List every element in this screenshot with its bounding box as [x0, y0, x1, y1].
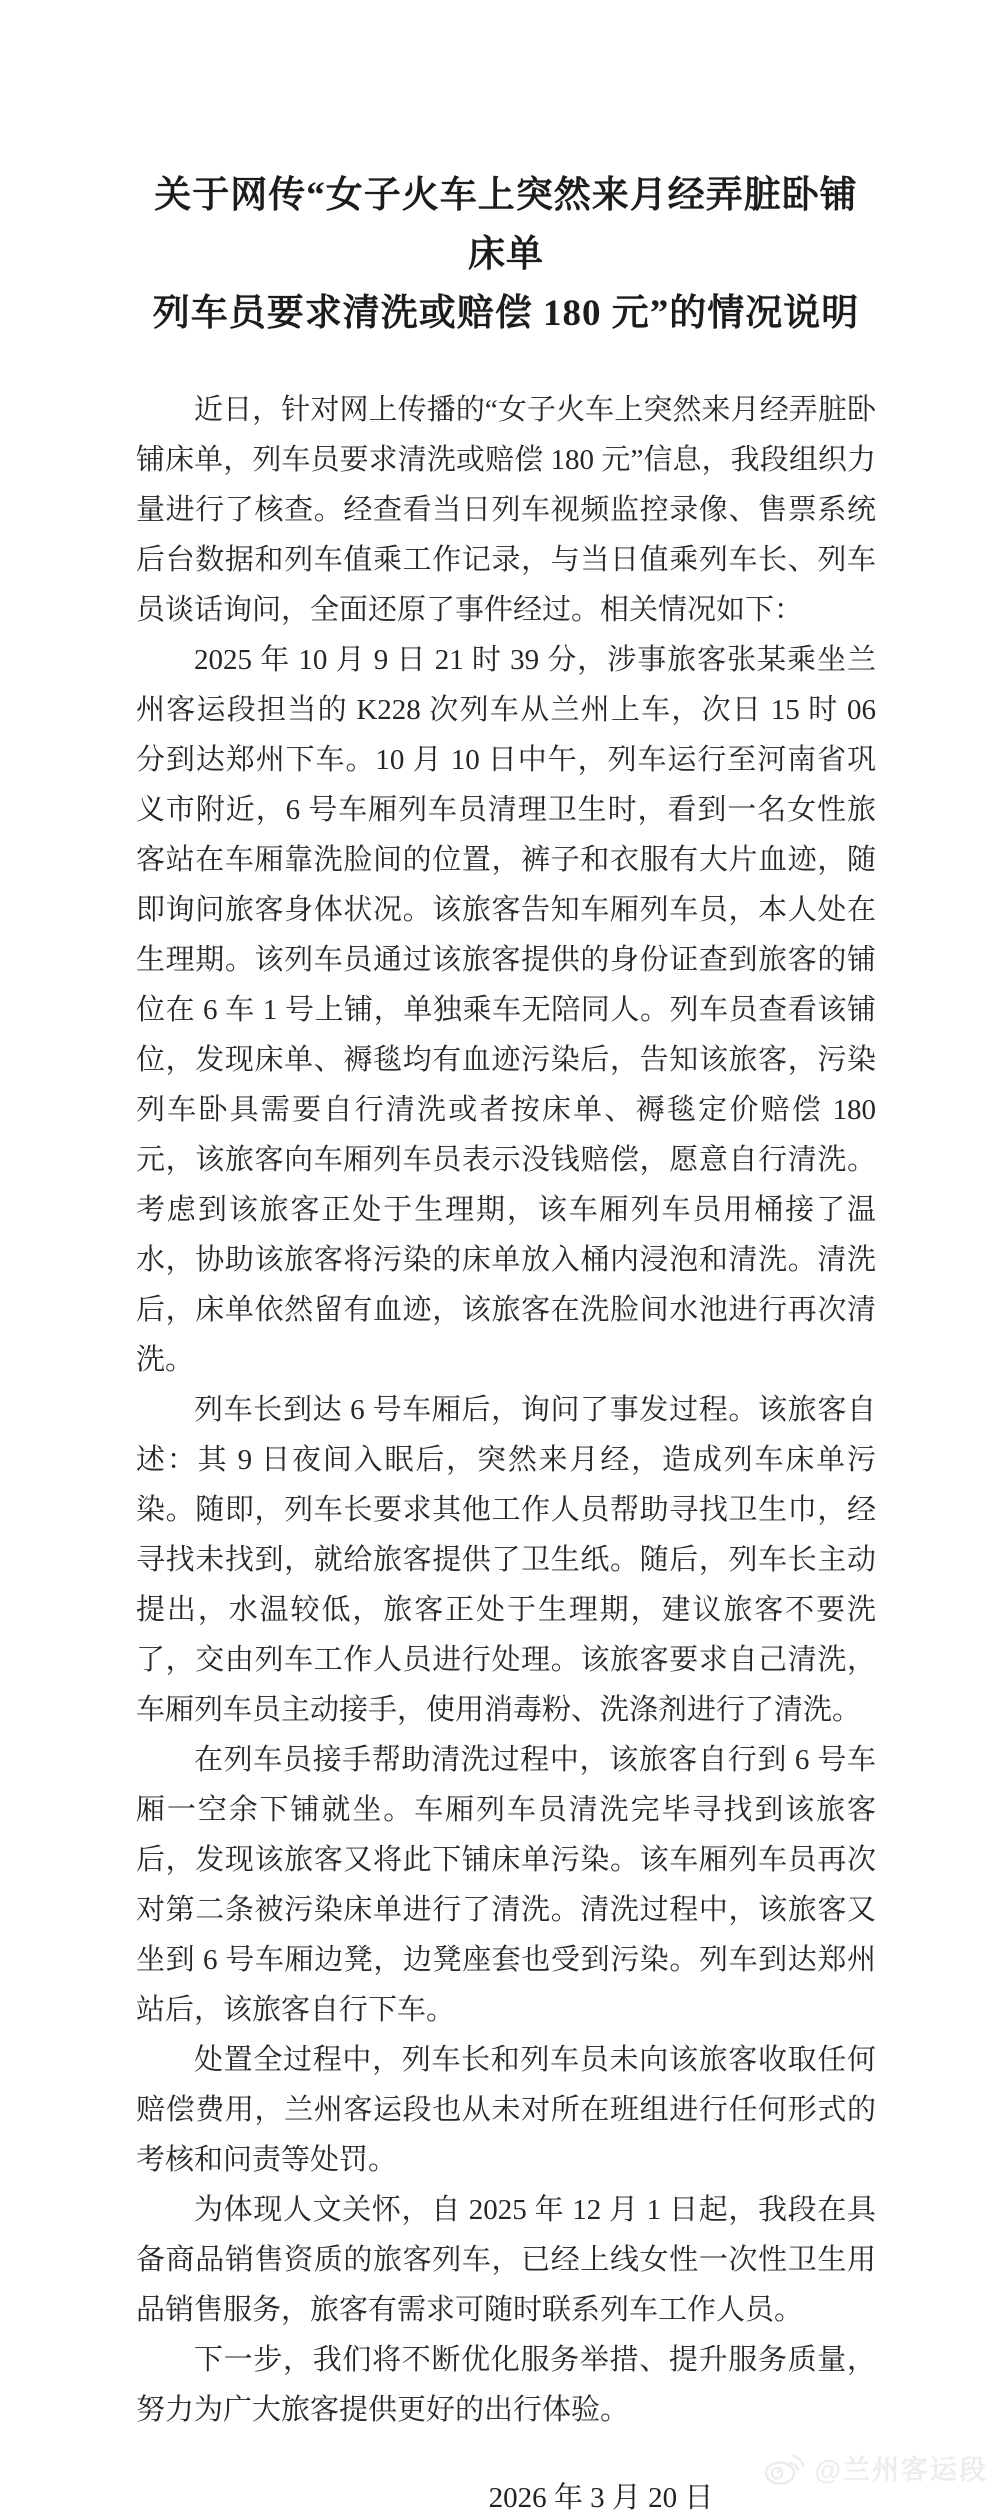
watermark [763, 2448, 988, 2487]
paragraph-closing: 下一步，我们将不断优化服务举措、提升服务质量，努力为广大旅客提供更好的出行体验。 [136, 2344, 876, 2426]
page-title [136, 0, 876, 343]
title-line-2: 列车员要求清洗或赔偿 180 元”的情况说明 [152, 293, 860, 334]
statement-body [136, 385, 876, 2435]
paragraph-no-charge: 处置全过程中，列车长和列车员未向该旅客收取任何赔偿费用，兰州客运段也从未对所在班组进行任何形式的考核和问责等处罚。 [136, 2044, 876, 2176]
title-line-1: 关于网传“女子火车上突然来月经弄脏卧铺床单 [154, 175, 858, 275]
paragraph-intro: 近日，针对网上传播的“女子火车上突然来月经弄脏卧铺床单，列车员要求清洗或赔偿 180 元”信息，我段组织力量进行了核查。经查看当日列车视频监控录像、售票系统后台数据和列车值乘工作记录，与当日值乘列车长、列车员谈话询问，全面还原了事件经过。相关情况如下： [136, 394, 876, 626]
paragraph-service: 为体现人文关怀，自 2025 年 12 月 1 日起，我段在具备商品销售资质的旅客列车，已经上线女性一次性卫生用品销售服务，旅客有需求可随时联系列车工作人员。 [136, 2194, 876, 2326]
statement-date: 2026 年 3 月 20 日 [488, 2482, 714, 2514]
weibo-icon [763, 2450, 807, 2486]
paragraph-cleaning: 在列车员接手帮助清洗过程中，该旅客自行到 6 号车厢一空余下铺就坐。车厢列车员清洗完毕寻找到该旅客后，发现该旅客又将此下铺床单污染。该车厢列车员再次对第二条被污染床单进行了清洗。清洗过程中，该旅客又坐到 6 号车厢边凳，边凳座套也受到污染。列车到达郑州站后，该旅客自行下车。 [136, 1744, 876, 2026]
paragraph-conductor: 列车长到达 6 号车厢后，询问了事发过程。该旅客自述：其 9 日夜间入眠后，突然来月经，造成列车床单污染。随即，列车长要求其他工作人员帮助寻找卫生巾，经寻找未找到，就给旅客提供了卫生纸。随后，列车长主动提出，水温较低，旅客正处于生理期，建议旅客不要洗了，交由列车工作人员进行处理。该旅客要求自己清洗，车厢列车员主动接手，使用消毒粉、洗涤剂进行了清洗。 [136, 1394, 876, 1726]
statement-content [136, 0, 876, 2516]
watermark-text: @兰州客运段 [814, 2455, 988, 2485]
paragraph-incident: 2025 年 10 月 9 日 21 时 39 分，涉事旅客张某乘坐兰州客运段担当的 K228 次列车从兰州上车，次日 15 时 06 分到达郑州下车。10 月 10 日中午，列车运行至河南省巩义市附近，6 号车厢列车员清理卫生时，看到一名女性旅客站在车厢靠洗脸间的位置，裤子和衣服有大片血迹，随即询问旅客身体状况。该旅客告知车厢列车员，本人处在生理期。该列车员通过该旅客提供的身份证查到旅客的铺位在 6 车 1 号上铺，单独乘车无陪同人。列车员查看该铺位，发现床单、褥毯均有血迹污染后，告知该旅客，污染列车卧具需要自行清洗或者按床单、褥毯定价赔偿 180 元，该旅客向车厢列车员表示没钱赔偿，愿意自行清洗。考虑到该旅客正处于生理期，该车厢列车员用桶接了温水，协助该旅客将污染的床单放入桶内浸泡和清洗。清洗后，床单依然留有血迹，该旅客在洗脸间水池进行再次清洗。 [136, 644, 876, 1376]
